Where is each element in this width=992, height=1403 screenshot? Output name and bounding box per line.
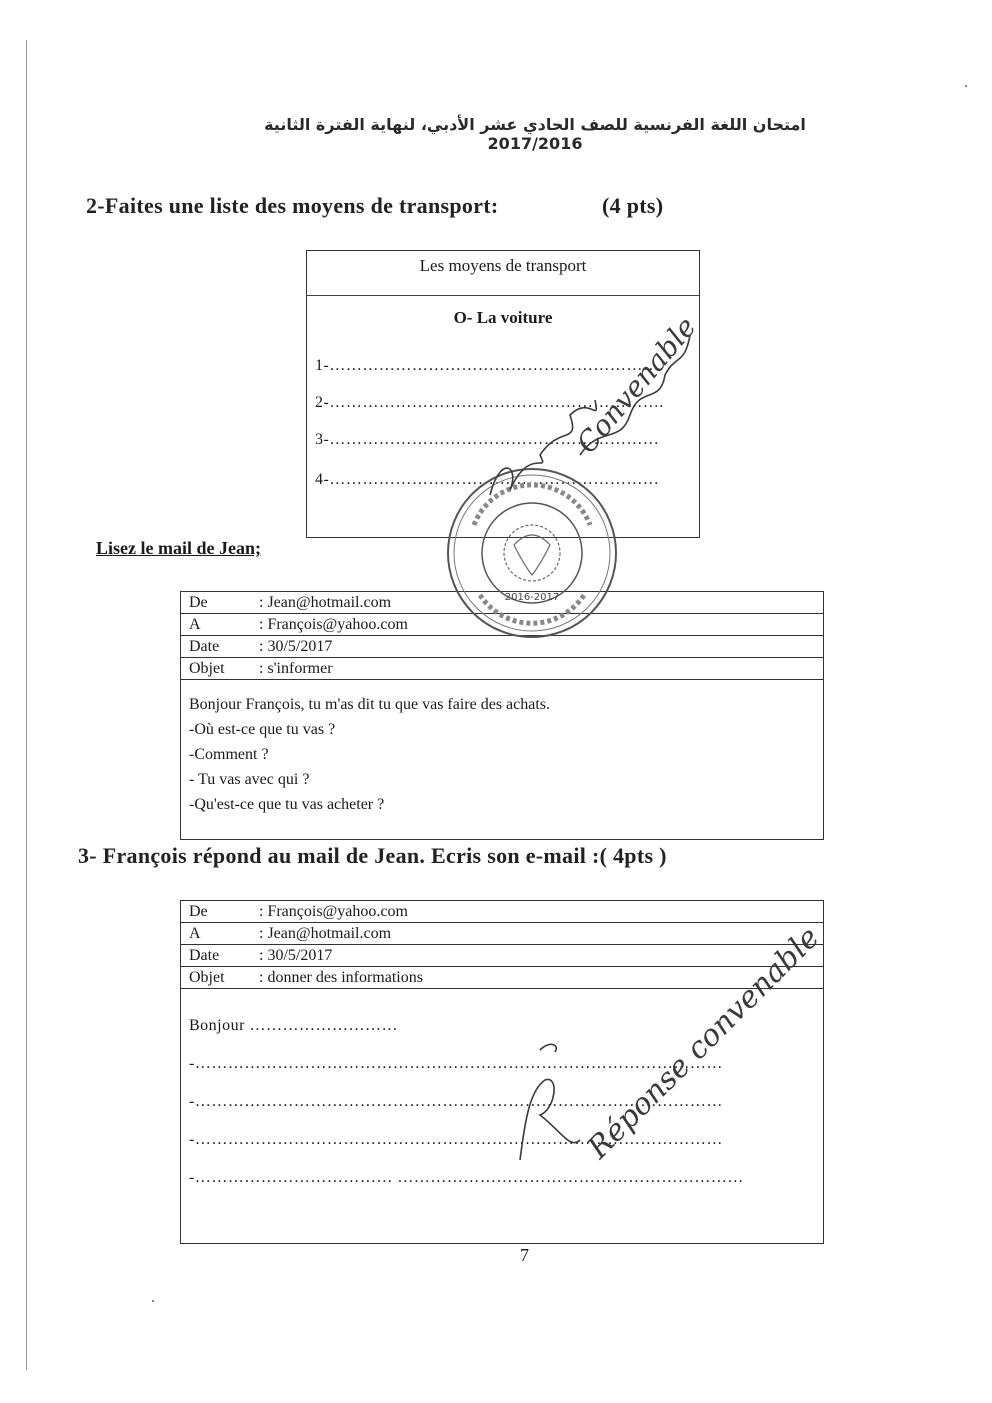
scan-speck bbox=[965, 85, 967, 87]
reply-date-label: Date bbox=[189, 947, 220, 964]
mail-to-label: A bbox=[189, 616, 201, 633]
reply-header-to bbox=[181, 923, 823, 945]
reply-from-value: : François@yahoo.com bbox=[259, 903, 408, 920]
reply-header-subject bbox=[181, 967, 823, 989]
transport-line-4[interactable]: 4-…………………………………………………… bbox=[315, 471, 660, 488]
mail-subject-label: Objet bbox=[189, 660, 225, 677]
reply-subject-label: Objet bbox=[189, 969, 225, 986]
reply-body-line[interactable]: -…………………………………………………………………………………… bbox=[189, 1093, 723, 1110]
handwritten-annotation-2-icon bbox=[500, 920, 827, 1170]
reply-subject-value: : donner des informations bbox=[259, 969, 423, 986]
question-2-title bbox=[86, 193, 664, 219]
handwritten-signature-1-icon bbox=[470, 305, 710, 515]
reply-body-line[interactable]: -…………………………………………………………………………………… bbox=[189, 1055, 723, 1072]
stamp-year-text: 2016-2017 bbox=[504, 592, 560, 603]
mail-body-line: -Où est-ce que tu vas ? bbox=[189, 721, 336, 738]
reply-from-label: De bbox=[189, 903, 208, 920]
annotation-2-text: Réponse convenable bbox=[580, 920, 827, 1166]
transport-example: O- La voiture bbox=[453, 308, 553, 327]
reply-to-label: A bbox=[189, 925, 201, 942]
page-margin-line bbox=[26, 40, 27, 1370]
mail-subject-value: : s'informer bbox=[259, 660, 333, 677]
transport-line-2[interactable]: 2-……………………………………………………. bbox=[315, 394, 664, 411]
reading-instruction: Lisez le mail de Jean; bbox=[96, 538, 261, 558]
exam-header: امتحان اللغة الفرنسية للصف الحادي عشر الأدبي، لنهاية الفترة الثانية 2017/2016 bbox=[264, 115, 806, 153]
scan-speck bbox=[152, 1300, 154, 1302]
mail-body-line: Bonjour François, tu m'as dit tu que vas faire des achats. bbox=[189, 696, 551, 713]
mail-body-line: - Tu vas avec qui ? bbox=[189, 771, 310, 788]
page-number: 7 bbox=[520, 1245, 529, 1265]
mail-to-value: : François@yahoo.com bbox=[259, 616, 408, 633]
reply-to-value: : Jean@hotmail.com bbox=[259, 925, 392, 942]
reply-date-value: : 30/5/2017 bbox=[259, 947, 333, 964]
reply-body-line[interactable]: -…………………………………………………………………………………… bbox=[189, 1131, 723, 1148]
annotation-1-text: Convenable bbox=[570, 310, 703, 460]
reply-body-line[interactable]: Bonjour ……………………… bbox=[189, 1017, 398, 1034]
reply-header-date bbox=[181, 945, 823, 967]
mail-from-value: : Jean@hotmail.com bbox=[259, 594, 392, 611]
transport-line-1[interactable]: 1-…………………………………………………… bbox=[315, 357, 660, 374]
mail-body-line: -Comment ? bbox=[189, 746, 269, 763]
question-2-points: (4 pts) bbox=[602, 193, 664, 218]
question-2-text: 2-Faites une liste des moyens de transport: bbox=[86, 193, 499, 218]
mail-body-line: -Qu'est-ce que tu vas acheter ? bbox=[189, 796, 385, 813]
question-3-title: 3- François répond au mail de Jean. Ecris son e-mail :( 4pts ) bbox=[78, 843, 667, 868]
mail-date-label: Date bbox=[189, 638, 220, 655]
reply-body-line[interactable]: -……………………………… ……………………………………………………… bbox=[189, 1169, 744, 1186]
reply-header-from bbox=[181, 901, 823, 923]
mail-body bbox=[181, 680, 823, 817]
transport-line-3[interactable]: 3-…………………………………………………… bbox=[315, 431, 660, 448]
mail-date-value: : 30/5/2017 bbox=[259, 638, 333, 655]
mail-header-subject bbox=[181, 658, 823, 680]
mail-from-label: De bbox=[189, 594, 208, 611]
transport-table-header: Les moyens de transport bbox=[307, 251, 699, 296]
